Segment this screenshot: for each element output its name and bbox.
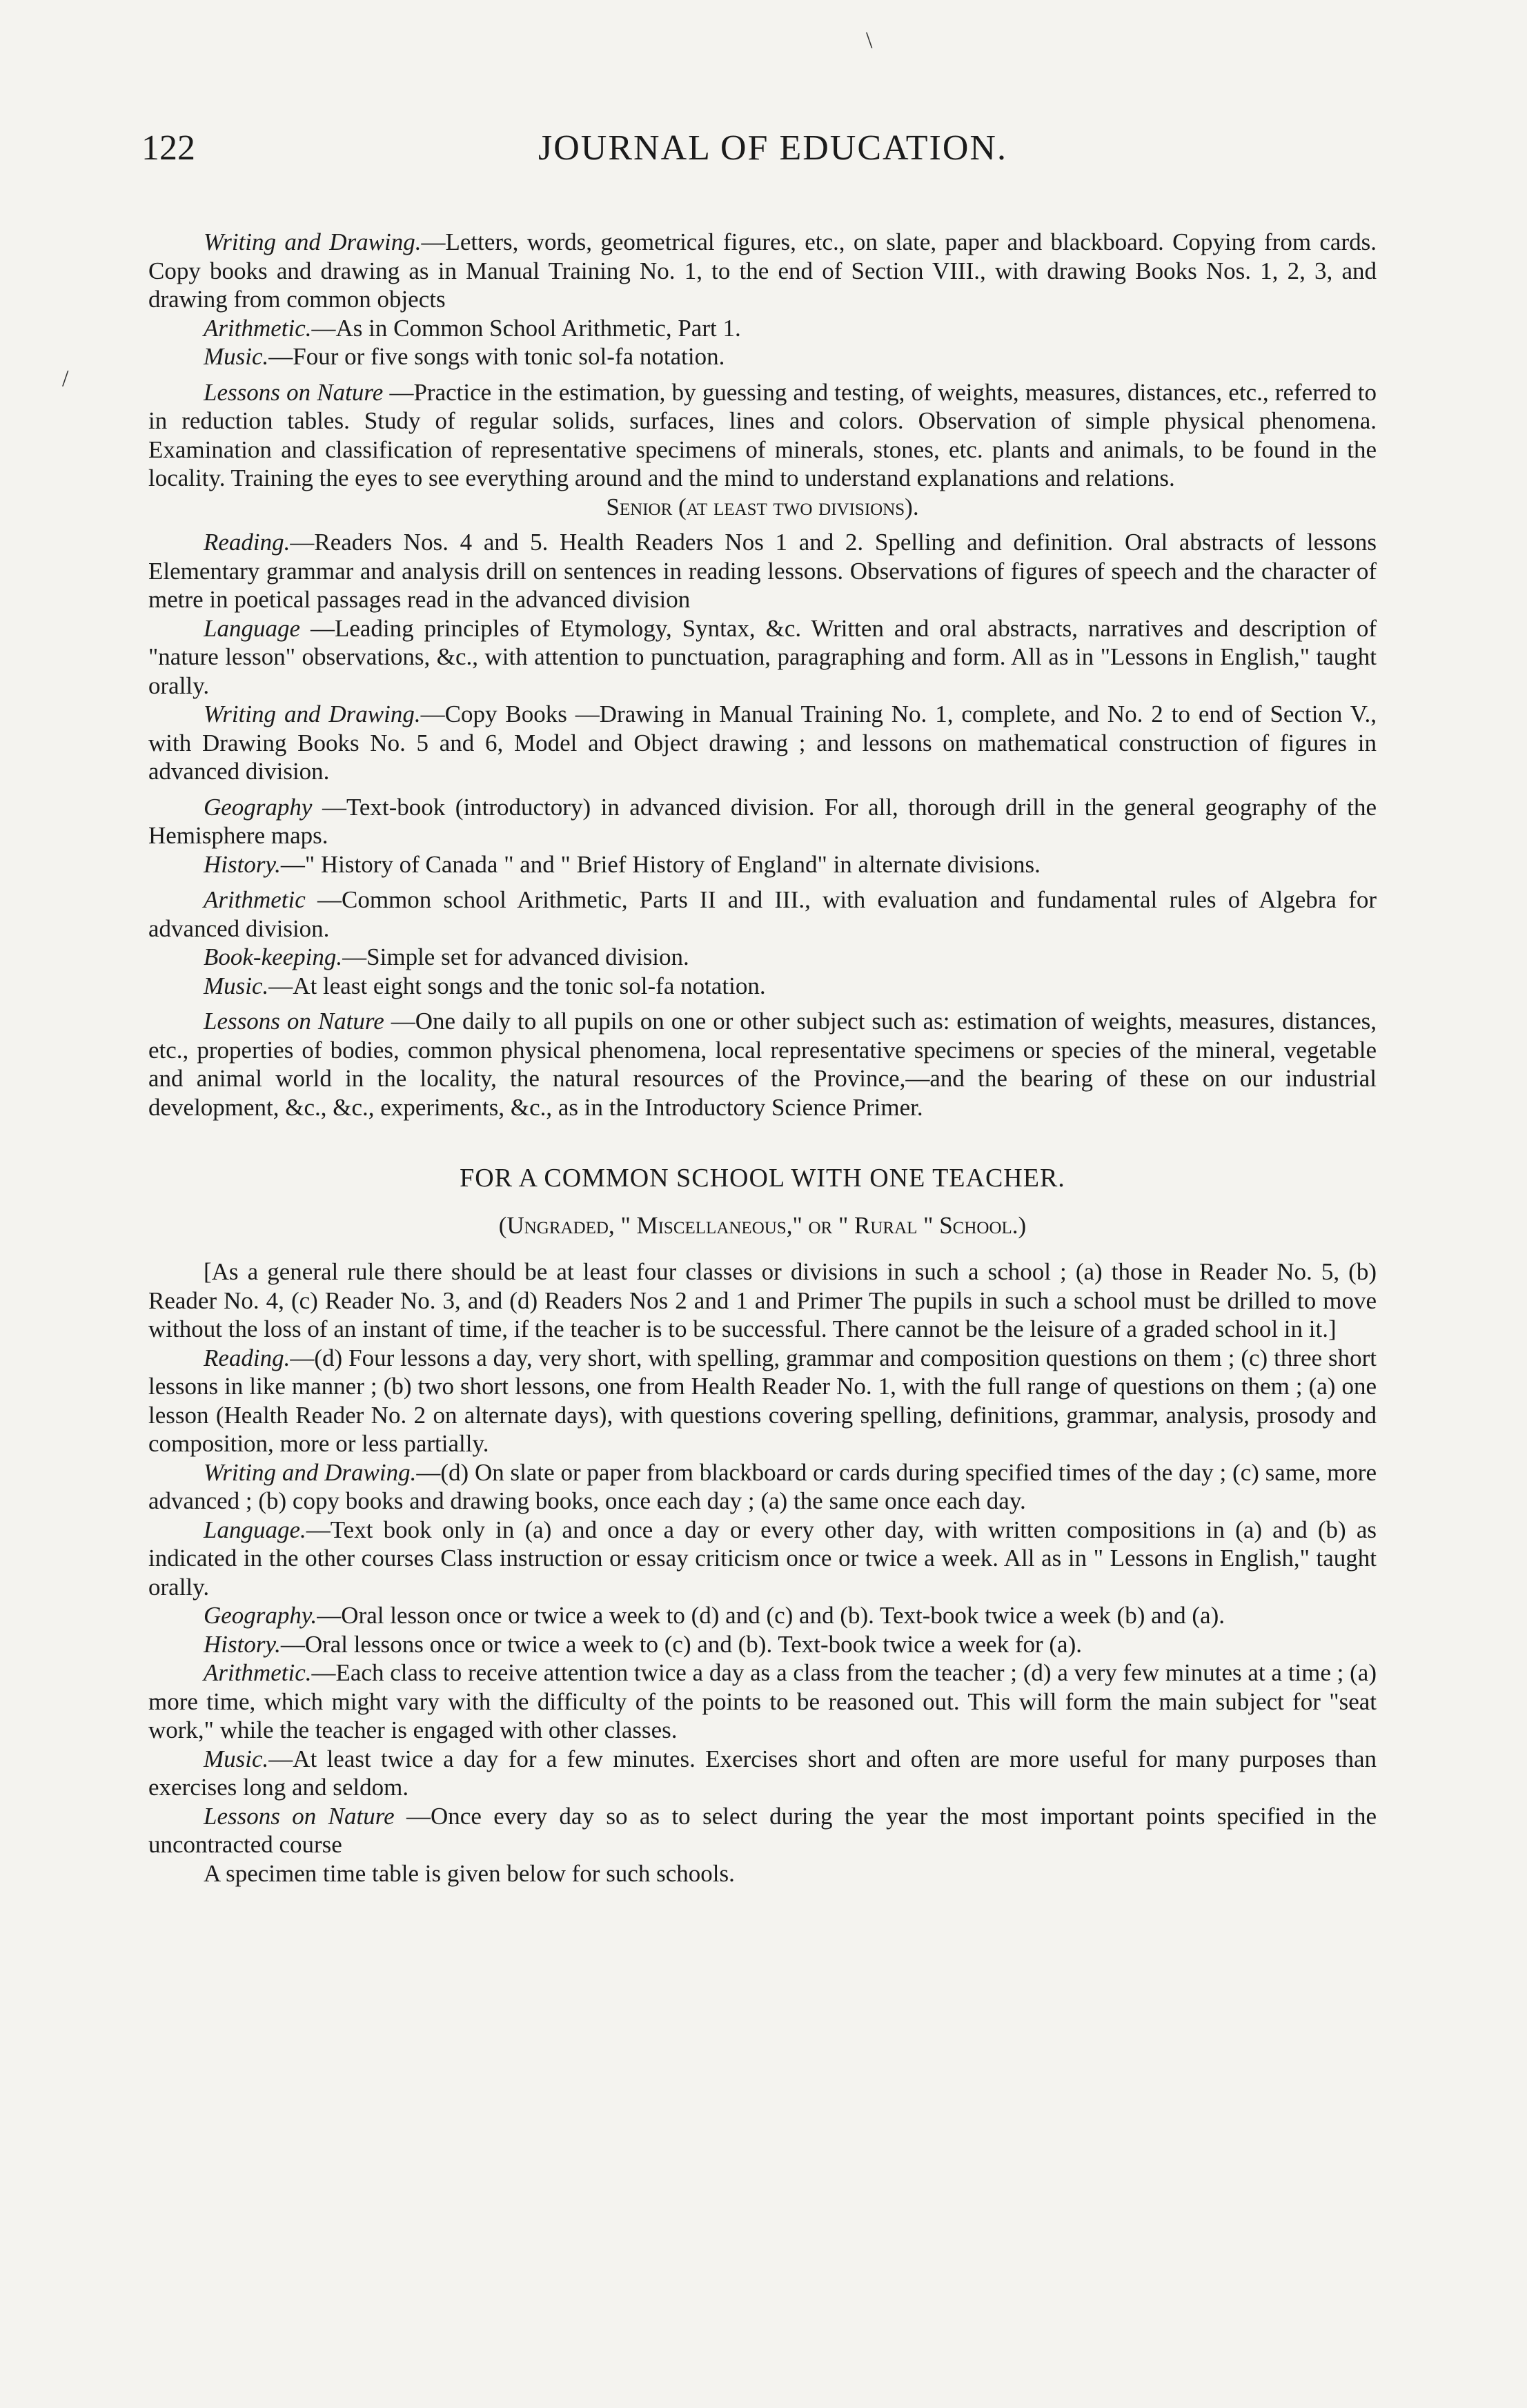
paragraph-lead: Geography. [204, 1602, 317, 1629]
paragraph-text: —Text book only in (a) and once a day or every other day, with written compositions in (a) and (b) as indicated in the other courses Class instruction or essay criticism once or twice a week. All as in " Lessons in English," taught orally. [148, 1516, 1377, 1601]
common-paragraph-arithmetic [148, 1658, 1377, 1745]
paragraph-lead: Arithmetic. [204, 314, 312, 342]
paragraph-text: —One daily to all pupils on one or other subject such as: estimation of weights, measures, distances, etc., properties of bodies, common physical phenomena, local representative specimens or species of the mineral, vegetable and animal world in the locality, the natural resources of the Province,—and the bearing of these on our industrial development, &c., &c., experiments, &c., as in the Introductory Science Primer. [148, 1008, 1377, 1121]
paragraph-lead: Writing and Drawing. [204, 228, 422, 255]
senior-paragraph-writing-drawing [148, 700, 1377, 786]
common-paragraph-language [148, 1516, 1377, 1602]
paragraph-lead: Arithmetic [204, 886, 306, 913]
paragraph-writing-drawing [148, 228, 1377, 314]
paragraph-lead: Writing and Drawing. [204, 1458, 417, 1486]
paragraph-arithmetic [148, 314, 1377, 343]
paragraph-text: —Practice in the estimation, by guessing and testing, of weights, measures, distances, etc., referred to in reduction tables. Study of regular solids, surfaces, lines and colors. Observation of simple physical phenomena. Examination and classification of representative specimens of minerals, stones, etc. plants and animals, to be found in the locality. Training the eyes to see everything around and the mind to understand explanations and relations. [148, 378, 1377, 491]
paragraph-lead: Writing and Drawing. [204, 701, 421, 727]
paragraph-lead: Reading. [204, 1344, 290, 1371]
paragraph-text: —Simple set for advanced division. [342, 943, 689, 970]
common-school-closing: A specimen time table is given below for such schools. [204, 1859, 735, 1887]
paragraph-text: —Leading principles of Etymology, Syntax, &c. Written and oral abstracts, narratives and description of "nature lesson" observations, &c., with attention to punctuation, paragraphing and form. All as in "Lessons in English," taught orally. [148, 614, 1377, 699]
common-paragraph-reading [148, 1344, 1377, 1458]
common-paragraph-history [148, 1630, 1377, 1659]
running-title: JOURNAL OF EDUCATION. [538, 128, 1007, 168]
common-paragraph-writing-drawing [148, 1458, 1377, 1516]
paragraph-lead: Arithmetic. [204, 1659, 312, 1686]
paragraph-text: —At least eight songs and the tonic sol-fa notation. [268, 972, 766, 999]
paragraph-lead: Geography [204, 793, 313, 821]
paragraph-text: —(d) Four lessons a day, very short, with spelling, grammar and composition questions on them ; (c) three short lessons in like manner ; (b) two short lessons, one from Health Reader No. 1, with the full range of questions on them ; (a) one lesson (Health Reader No. 2 on alternate days), with questions covering spelling, definitions, grammar, analysis, prosody and composition, more or less partially. [148, 1344, 1377, 1457]
common-school-subheading: (Ungraded, " Miscellaneous," or " Rural " School.) [498, 1211, 1027, 1239]
paragraph-lead: Music. [204, 343, 269, 370]
paragraph-text: —Text-book (introductory) in advanced division. For all, thorough drill in the general geography of the Hemisphere maps. [148, 793, 1377, 849]
paragraph-text: —Copy Books —Drawing in Manual Training No. 1, complete, and No. 2 to end of Section V., with Drawing Books No. 5 and 6, Model and Object drawing ; and lessons on mathematical construction of figures in advanced division. [148, 701, 1377, 785]
senior-heading: Senior (at least two divisions). [606, 493, 919, 520]
senior-paragraph-reading [148, 528, 1377, 614]
paragraph-lead: Music. [204, 1745, 269, 1772]
paragraph-text: —Common school Arithmetic, Parts II and III., with evaluation and fundamental rules of Algebra for advanced division. [148, 886, 1377, 942]
page-header [141, 128, 1404, 183]
paragraph-lead: Language [204, 614, 300, 642]
paragraph-lead: Lessons on Nature [204, 1008, 384, 1035]
senior-paragraph-music [148, 972, 1377, 1001]
margin-tick-mark: \ [866, 28, 873, 53]
senior-paragraph-language [148, 614, 1377, 701]
senior-paragraph-book-keeping [148, 943, 1377, 972]
common-school-heading: FOR A COMMON SCHOOL WITH ONE TEACHER. [460, 1164, 1065, 1193]
paragraph-text: —At least twice a day for a few minutes. Exercises short and often are more useful for many purposes than exercises long and seldom. [148, 1745, 1377, 1801]
paragraph-lead: Language. [204, 1516, 306, 1543]
paragraph-text: —Once every day so as to select during the year the most important points specified in the uncontracted course [148, 1802, 1377, 1858]
paragraph-nature-lessons [148, 378, 1377, 493]
senior-paragraph-history [148, 850, 1377, 879]
page-number: 122 [141, 128, 195, 168]
senior-paragraph-nature-lessons [148, 1007, 1377, 1122]
paragraph-text: —As in Common School Arithmetic, Part 1. [311, 314, 741, 342]
paragraph-lead: Reading. [204, 529, 290, 556]
paragraph-lead: Lessons on Nature [204, 1802, 395, 1830]
common-paragraph-geography [148, 1601, 1377, 1630]
paragraph-text: —Oral lesson once or twice a week to (d) and (c) and (b). Text-book twice a week (b) and (a). [317, 1602, 1225, 1629]
paragraph-lead: History. [204, 850, 281, 878]
common-paragraph-nature-lessons [148, 1802, 1377, 1859]
paragraph-text: —Letters, words, geometrical figures, etc., on slate, paper and blackboard. Copying from cards. Copy books and drawing as in Manual Training No. 1, to the end of Section VIII., with drawing Books Nos. 1, 2, 3, and drawing from common objects [148, 228, 1377, 313]
paragraph-music [148, 342, 1377, 371]
paragraph-lead: Music. [204, 972, 269, 999]
paragraph-text: —Readers Nos. 4 and 5. Health Readers Nos 1 and 2. Spelling and definition. Oral abstracts of lessons Elementary grammar and analysis drill on sentences in reading lessons. Observations of figures of speech and the character of metre in poetical passages read in the advanced division [148, 529, 1377, 613]
paragraph-lead: Book-keeping. [204, 943, 343, 970]
common-paragraph-music [148, 1745, 1377, 1802]
common-school-intro: [As a general rule there should be at least four classes or divisions in such a school ; (a) those in Reader No. 5, (b) Reader No. 4, (c) Reader No. 3, and (d) Readers Nos 2 and 1 and Primer The pupils in such a school must be drilled to move without the loss of an instant of time, if the teacher is to be successful. There cannot be the leisure of a graded school in it.] [148, 1258, 1377, 1342]
paragraph-text: —Each class to receive attention twice a day as a class from the teacher ; (d) a very few minutes at a time ; (a) more time, which might vary with the difficulty of the points to be reasoned out. This will form the main subject for "seat work," while the teacher is engaged with other classes. [148, 1659, 1377, 1743]
paragraph-text: —Oral lessons once or twice a week to (c) and (b). Text-book twice a week for (a). [280, 1630, 1082, 1658]
paragraph-text: —(d) On slate or paper from blackboard or cards during specified times of the day ; (c) same, more advanced ; (b) copy books and drawing books, once each day ; (a) the same once each day. [148, 1458, 1377, 1514]
margin-slash-mark: / [62, 366, 69, 391]
senior-paragraph-geography [148, 793, 1377, 850]
paragraph-text: —Four or five songs with tonic sol-fa notation. [268, 343, 725, 370]
paragraph-lead: History. [204, 1630, 281, 1658]
paragraph-lead: Lessons on Nature [204, 378, 384, 406]
article-body [148, 228, 1377, 1888]
paragraph-text: —" History of Canada " and " Brief History of England" in alternate divisions. [280, 850, 1041, 878]
senior-paragraph-arithmetic [148, 885, 1377, 943]
